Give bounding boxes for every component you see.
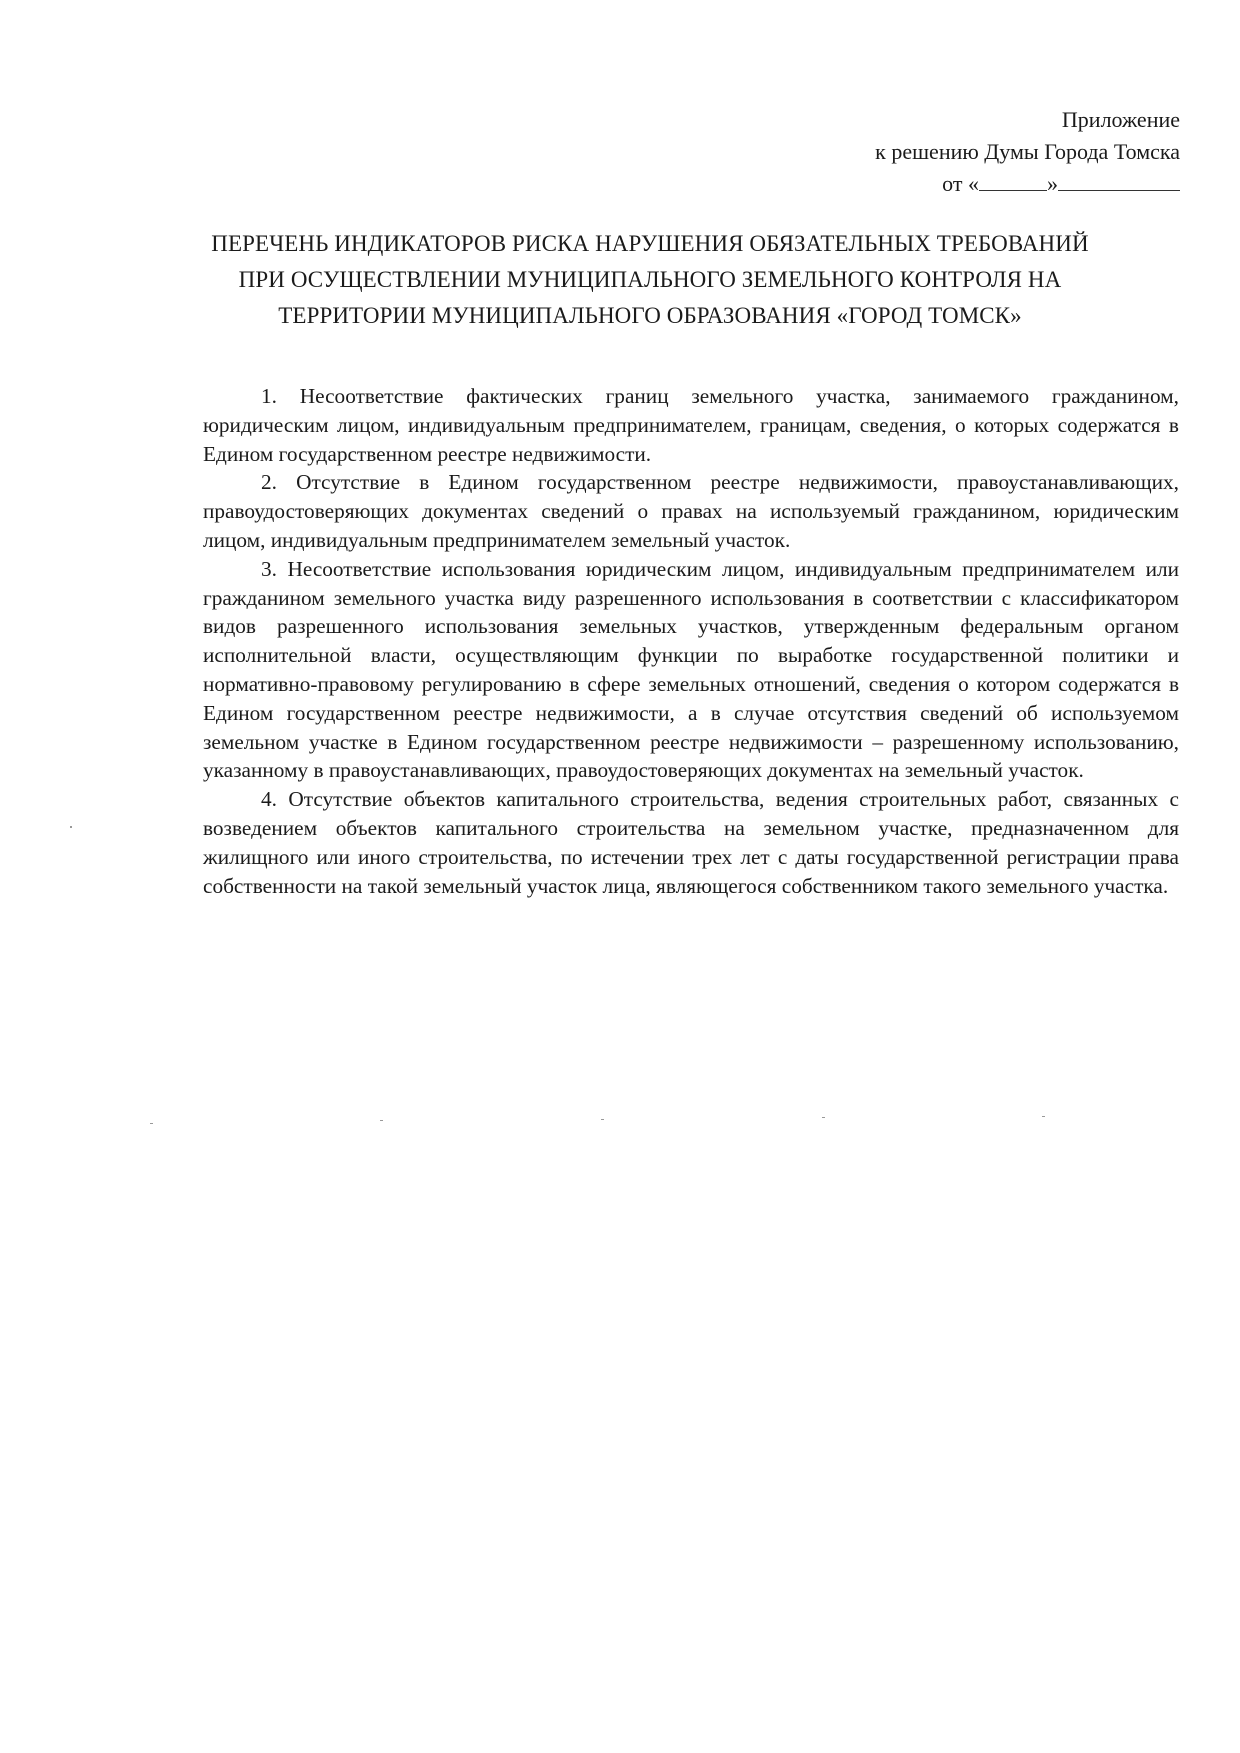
appendix-label: Приложение <box>1061 107 1180 132</box>
date-mid: » <box>1047 171 1058 196</box>
date-prefix: от « <box>942 171 979 196</box>
indicator-item-2: 2. Отсутствие в Едином государственном реестре недвижимости, правоустанавливающих, правоудостоверяющих документах сведений о правах на используемый гражданином, юридическим лицом, индивидуальным предпринимателем земельный участок. <box>203 470 1179 552</box>
scan-speck <box>1042 1116 1045 1117</box>
appendix-decision: к решению Думы Города Томска <box>875 139 1180 164</box>
scan-speck <box>380 1120 383 1121</box>
scan-speck <box>150 1123 153 1124</box>
indicator-item-1: 1. Несоответствие фактических границ земельного участка, занимаемого гражданином, юридическим лицом, индивидуальным предпринимателем, границам, сведения, о которых содержатся в Едином государственном реестре недвижимости. <box>203 384 1179 466</box>
document-title <box>150 226 1150 334</box>
scan-speck <box>70 826 72 828</box>
indicator-list <box>203 382 1179 900</box>
scan-speck <box>601 1119 604 1120</box>
indicator-item-4: 4. Отсутствие объектов капитального строительства, ведения строительных работ, связанных с возведением объектов капитального строительства на земельном участке, предназначенном для жилищного или иного строительства, по истечении трех лет с даты государственной регистрации права собственности на такой земельный участок лица, являющегося собственником такого земельного участка. <box>203 787 1179 898</box>
day-blank <box>979 170 1047 191</box>
title-line-3: ТЕРРИТОРИИ МУНИЦИПАЛЬНОГО ОБРАЗОВАНИЯ «ГОРОД ТОМСК» <box>278 303 1022 328</box>
appendix-date-line <box>942 168 1180 200</box>
scan-speck <box>822 1117 825 1118</box>
title-line-2: ПРИ ОСУЩЕСТВЛЕНИИ МУНИЦИПАЛЬНОГО ЗЕМЕЛЬНОГО КОНТРОЛЯ НА <box>238 267 1062 292</box>
appendix-header <box>875 104 1180 200</box>
month-year-blank <box>1058 170 1180 191</box>
title-line-1: ПЕРЕЧЕНЬ ИНДИКАТОРОВ РИСКА НАРУШЕНИЯ ОБЯЗАТЕЛЬНЫХ ТРЕБОВАНИЙ <box>211 231 1089 256</box>
indicator-item-3: 3. Несоответствие использования юридическим лицом, индивидуальным предпринимателем или гражданином земельного участка виду разрешенного использования в соответствии с классификатором видов разрешенного использования земельных участков, утвержденным федеральным органом исполнительной власти, осуществляющим функции по выработке государственной политики и нормативно-правовому регулированию в сфере земельных отношений, сведения о котором содержатся в Едином государственном реестре недвижимости, а в случае отсутствия сведений об используемом земельном участке в Едином государственном реестре недвижимости – разрешенному использованию, указанному в правоустанавливающих, правоудостоверяющих документах на земельный участок. <box>203 556 1179 783</box>
